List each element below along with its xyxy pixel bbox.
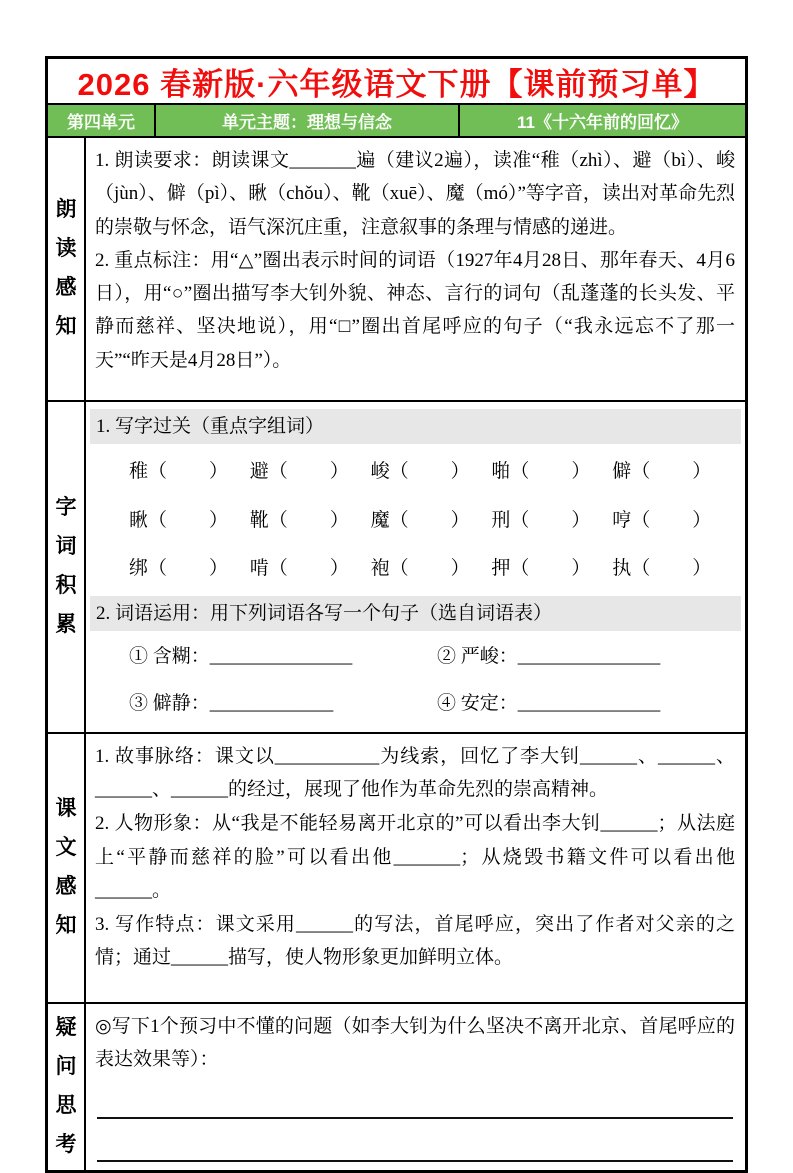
word-drill-cell: 魔（ ） (370, 509, 470, 531)
section-label-words: 字词积累 (48, 402, 86, 732)
word-drill-cell: 袍（ ） (370, 557, 470, 579)
story-thread-item: 1. 故事脉络：课文以___________为线索，回忆了李大钊______、______、______、______的经过，展现了他作为革命先烈的崇高精神。 (95, 745, 735, 800)
word-drill-cell: 绑（ ） (129, 557, 229, 579)
writing-feature-item: 3. 写作特点：课文采用______的写法，首尾呼应，突出了作者对父亲的之情；通过______描写，使人物形象更加鲜明立体。 (95, 914, 735, 969)
unit-theme: 单元主题：理想与信念 (154, 105, 460, 136)
section-label-reading: 朗读感知 (48, 138, 86, 400)
section-text-perception (48, 734, 745, 1004)
word-drill-cell: 稚（ ） (129, 461, 229, 483)
question-prompt: ◎写下1个预习中不懂的问题（如李大钊为什么坚决不离开北京、首尾呼应的表达效果等）： (95, 1015, 735, 1070)
word-usage-item: ② 严峻：_______________ (437, 646, 661, 668)
character-image-item: 2. 人物形象：从“我是不能轻易离开北京的”可以看出李大钊______；从法庭上“平静而慈祥的脸”可以看出他_______；从烧毁书籍文件可以看出他______。 (95, 813, 735, 901)
answer-line (97, 1119, 733, 1162)
lesson-title: 11《十六年前的回忆》 (517, 113, 688, 132)
text-content (86, 734, 745, 1002)
unit-number: 第四单元 (67, 113, 135, 132)
word-usage-heading: 2. 词语运用：用下列词语各写一个句子（选自词语表） (90, 596, 741, 631)
word-drill-cell: 瞅（ ） (129, 509, 229, 531)
section-question-thinking (48, 1004, 745, 1171)
word-usage-item: ④ 安定：_______________ (437, 692, 661, 714)
page-title: 2026 春新版·六年级语文下册【课前预习单】 (48, 59, 745, 105)
section-reading-perception (48, 138, 745, 402)
word-usage-item: ③ 僻静：_____________ (129, 692, 334, 714)
word-drill-cell: 僻（ ） (612, 461, 712, 483)
word-usage-grid (95, 634, 735, 724)
word-drill-cell: 啪（ ） (491, 461, 591, 483)
section-label-question: 疑问思考 (48, 1004, 86, 1171)
worksheet-frame (45, 56, 748, 1173)
word-drill-cell: 押（ ） (491, 557, 591, 579)
reading-content (86, 138, 745, 400)
section-word-accumulation (48, 402, 745, 734)
word-drill-cell: 哼（ ） (612, 509, 712, 531)
word-usage-item: ① 含糊：_______________ (129, 646, 353, 668)
word-drill-cell: 啃（ ） (249, 557, 349, 579)
section-label-text: 课文感知 (48, 734, 86, 1002)
word-drill-grid (95, 447, 735, 595)
word-drill-cell: 刑（ ） (491, 509, 591, 531)
key-annotation-item: 2. 重点标注：用“△”圈出表示时间的词语（1927年4月28日、那年春天、4月6日），用“○”圈出描写李大钊外貌、神态、言行的词句（乱蓬蓬的长头发、平静而慈祥、坚决地说），用“□”圈出首尾呼应的句子（“我永远忘不了那一天”“昨天是4月28日”）。 (95, 249, 735, 371)
word-drill-cell: 避（ ） (249, 461, 349, 483)
unit-header-bar (48, 105, 745, 138)
words-content (86, 402, 745, 732)
reading-requirement-item: 1. 朗读要求：朗读课文_______遍（建议2遍），读准“稚（zhì）、避（bì）、峻（jùn）、僻（pì）、瞅（chǒu）、靴（xuē）、魔（mó）”等字音，读出对革命先烈的崇敬与怀念，语气深沉庄重，注意叙事的条理与情感的递进。 (95, 150, 735, 238)
word-drill-cell: 峻（ ） (370, 461, 470, 483)
word-drill-cell: 执（ ） (612, 557, 712, 579)
question-content (86, 1004, 745, 1171)
writing-drill-heading: 1. 写字过关（重点字组词） (90, 409, 741, 444)
word-drill-cell: 靴（ ） (249, 509, 349, 531)
answer-line (97, 1076, 733, 1119)
